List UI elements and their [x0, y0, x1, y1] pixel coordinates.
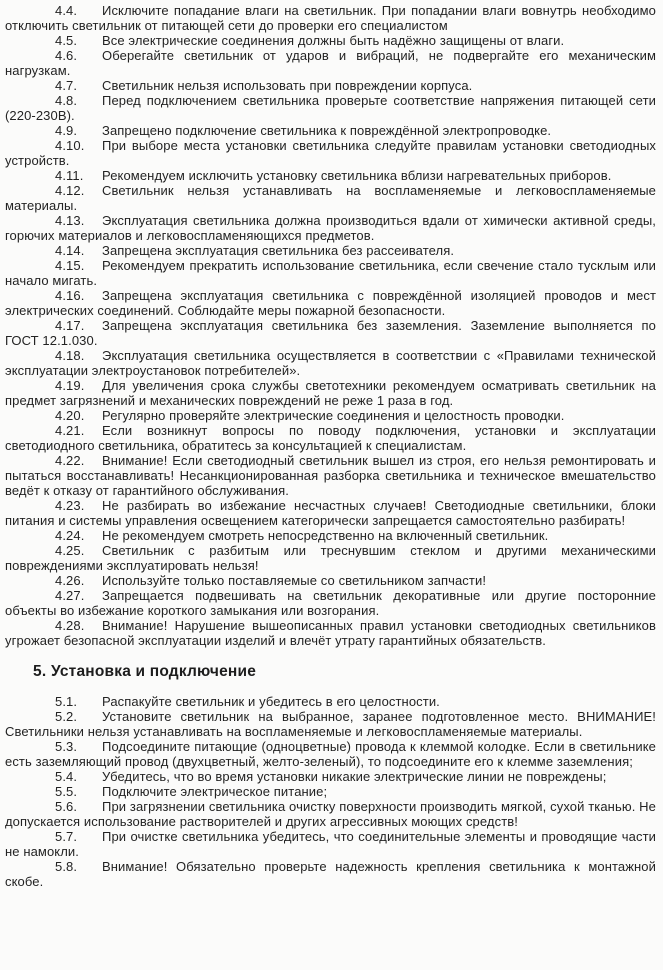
- section-5-heading: [5, 662, 656, 681]
- para-4-26: [5, 573, 656, 588]
- para-5-4: [5, 769, 656, 784]
- para-text: Если возникнут вопросы по поводу подключения, установки и эксплуатации светодиодного светильника, обратитесь за консультацией к специалистам.: [5, 423, 656, 453]
- para-4-8: [5, 93, 656, 123]
- para-4-6: [5, 48, 656, 78]
- para-number: 4.8.: [55, 93, 78, 108]
- para-4-15: [5, 258, 656, 288]
- para-number: 4.11.: [55, 168, 84, 183]
- para-number: 5.5.: [55, 784, 78, 799]
- para-4-12: [5, 183, 656, 213]
- para-5-2: [5, 709, 656, 739]
- para-text: Внимание! Обязательно проверьте надежность крепления светильника к монтажной скобе.: [5, 859, 656, 889]
- para-text: При очистке светильника убедитесь, что соединительные элементы и проводящие части не намокли.: [5, 829, 656, 859]
- para-number: 4.14.: [55, 243, 85, 258]
- para-number: 4.23.: [55, 498, 85, 513]
- para-4-5: [5, 33, 656, 48]
- para-number: 4.4.: [55, 3, 78, 18]
- para-text: Запрещена эксплуатация светильника без рассеивателя.: [102, 243, 455, 258]
- para-5-5: [5, 784, 656, 799]
- para-text: Подключите электрическое питание;: [102, 784, 328, 799]
- para-text: Используйте только поставляемые со светильником запчасти!: [102, 573, 487, 588]
- para-text: Не разбирать во избежание несчастных случаев! Светодиодные светильники, блоки питания и системы управления освещением категорически запрещается самостоятельно разбирать!: [5, 498, 656, 528]
- para-4-16: [5, 288, 656, 318]
- para-text: Оберегайте светильник от ударов и вибраций, не подвергайте его механическим нагрузкам.: [5, 48, 656, 78]
- para-text: Запрещена эксплуатация светильника без заземления. Заземление выполняется по ГОСТ 12.1.030.: [5, 318, 656, 348]
- para-text: При выборе места установки светильника следуйте правилам установки светодиодных устройств.: [5, 138, 656, 168]
- para-number: 4.13.: [55, 213, 85, 228]
- para-text: Внимание! Если светодиодный светильник вышел из строя, его нельзя ремонтировать и пытаться восстанавливать! Несанкционированная разборка светильника и техническое вмешательство ведёт к отказу от гарантийного обслуживания.: [5, 453, 656, 498]
- para-text: Светильник нельзя использовать при повреждении корпуса.: [102, 78, 473, 93]
- para-text: Светильник нельзя устанавливать на воспламеняемые и легковоспламеняемые материалы.: [5, 183, 656, 213]
- para-5-7: [5, 829, 656, 859]
- para-text: Светильник с разбитым или треснувшим стеклом и другими механическими повреждениями эксплуатировать нельзя!: [5, 543, 656, 573]
- para-number: 4.10.: [55, 138, 85, 153]
- para-number: 4.18.: [55, 348, 85, 363]
- para-5-8: [5, 859, 656, 889]
- para-number: 4.5.: [55, 33, 78, 48]
- para-4-21: [5, 423, 656, 453]
- para-text: Запрещено подключение светильника к повреждённой электропроводке.: [102, 123, 552, 138]
- para-5-6: [5, 799, 656, 829]
- para-number: 4.24.: [55, 528, 85, 543]
- para-4-28: [5, 618, 656, 648]
- para-text: Подсоедините питающие (одноцветные) провода к клеммой колодке. Если в светильнике есть заземляющий провод (двухцветный, желто-зеленый), то подсоедините его к клемме заземления;: [5, 739, 656, 769]
- para-number: 4.25.: [55, 543, 85, 558]
- para-number: 4.21.: [55, 423, 85, 438]
- para-4-14: [5, 243, 656, 258]
- section-5-heading-title: Установка и подключение: [51, 663, 257, 680]
- para-text: Все электрические соединения должны быть надёжно защищены от влаги.: [102, 33, 565, 48]
- para-text: Не рекомендуем смотреть непосредственно на включенный светильник.: [102, 528, 549, 543]
- para-text: Запрещена эксплуатация светильника с повреждённой изоляцией проводов и мест электрических соединений. Соблюдайте меры пожарной безопасности.: [5, 288, 656, 318]
- para-text: Распакуйте светильник и убедитесь в его целостности.: [102, 694, 440, 709]
- para-text: Рекомендуем прекратить использование светильника, если свечение стало тусклым или начало мигать.: [5, 258, 656, 288]
- para-4-18: [5, 348, 656, 378]
- para-number: 4.15.: [55, 258, 85, 273]
- para-5-1: [5, 694, 656, 709]
- para-text: Установите светильник на выбранное, заранее подготовленное место. ВНИМАНИЕ! Светильники нельзя устанавливать на воспламеняемые и легковоспламеняемые материалы.: [5, 709, 656, 739]
- para-number: 4.16.: [55, 288, 85, 303]
- para-number: 5.2.: [55, 709, 78, 724]
- para-4-27: [5, 588, 656, 618]
- para-text: Рекомендуем исключить установку светильника вблизи нагревательных приборов.: [102, 168, 612, 183]
- para-number: 4.9.: [55, 123, 78, 138]
- para-text: Перед подключением светильника проверьте соответствие напряжения питающей сети (220-230В).: [5, 93, 656, 123]
- para-number: 5.4.: [55, 769, 78, 784]
- para-number: 4.19.: [55, 378, 85, 393]
- para-4-17: [5, 318, 656, 348]
- section-5-heading-number: 5.: [33, 663, 47, 680]
- para-4-24: [5, 528, 656, 543]
- para-4-4: [5, 3, 656, 33]
- para-number: 4.6.: [55, 48, 78, 63]
- para-4-19: [5, 378, 656, 408]
- para-4-7: [5, 78, 656, 93]
- para-number: 4.27.: [55, 588, 85, 603]
- para-text: Запрещается подвешивать на светильник декоративные или другие посторонние объекты во избежание короткого замыкания или возгорания.: [5, 588, 656, 618]
- para-4-10: [5, 138, 656, 168]
- para-number: 4.17.: [55, 318, 85, 333]
- para-number: 4.28.: [55, 618, 85, 633]
- para-number: 5.6.: [55, 799, 78, 814]
- para-text: Эксплуатация светильника осуществляется в соответствии с «Правилами технической эксплуатации электроустановок потребителей».: [5, 348, 656, 378]
- para-number: 5.1.: [55, 694, 78, 709]
- para-number: 4.26.: [55, 573, 85, 588]
- para-4-13: [5, 213, 656, 243]
- para-text: Эксплуатация светильника должна производиться вдали от химически активной среды, горючих материалов и легковоспламеняющихся предметов.: [5, 213, 656, 243]
- para-number: 5.8.: [55, 859, 78, 874]
- para-4-9: [5, 123, 656, 138]
- para-4-11: [5, 168, 656, 183]
- para-4-23: [5, 498, 656, 528]
- para-4-20: [5, 408, 656, 423]
- para-number: 4.22.: [55, 453, 85, 468]
- para-number: 5.3.: [55, 739, 78, 754]
- para-4-25: [5, 543, 656, 573]
- para-text: При загрязнении светильника очистку поверхности производить мягкой, сухой тканью. Не допускается использование растворителей и других агрессивных моющих средств!: [5, 799, 656, 829]
- para-text: Для увеличения срока службы светотехники рекомендуем осматривать светильник на предмет загрязнений и механических повреждений не реже 1 раза в год.: [5, 378, 656, 408]
- para-5-3: [5, 739, 656, 769]
- para-number: 4.12.: [55, 183, 85, 198]
- para-text: Внимание! Нарушение вышеописанных правил установки светодиодных светильников угрожает безопасной эксплуатации изделий и влечёт утрату гарантийных обязательств.: [5, 618, 656, 648]
- para-number: 4.7.: [55, 78, 78, 93]
- para-number: 4.20.: [55, 408, 85, 423]
- para-text: Убедитесь, что во время установки никакие электрические линии не повреждены;: [102, 769, 607, 784]
- para-text: Регулярно проверяйте электрические соединения и целостность проводки.: [102, 408, 565, 423]
- para-4-22: [5, 453, 656, 498]
- para-number: 5.7.: [55, 829, 78, 844]
- para-text: Исключите попадание влаги на светильник. При попадании влаги вовнутрь необходимо отключить светильник от питающей сети до проверки его специалистом: [5, 3, 656, 33]
